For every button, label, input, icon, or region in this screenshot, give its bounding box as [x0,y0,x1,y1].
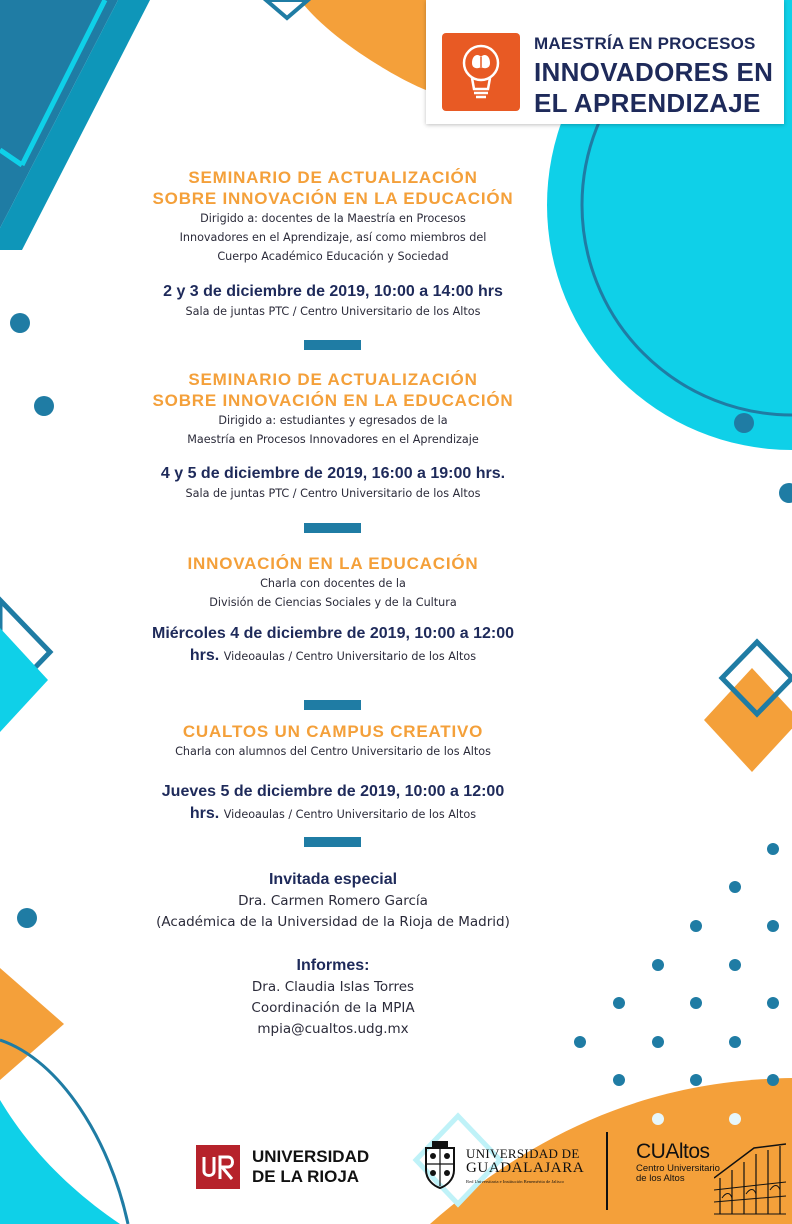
udg-name [466,1146,584,1176]
info-label: Informes: [296,957,370,974]
event-description: Cuerpo Académico Educación y Sociedad [217,250,449,263]
top-diamond-outline [266,0,308,18]
program-title-line3: EL APRENDIZAJE [534,88,761,118]
section-divider [304,700,361,710]
event-date: Miércoles 4 de diciembre de 2019, 10:00 a 12:00 [152,625,514,642]
contact-email[interactable]: mpia@cualtos.udg.mx [257,1021,409,1037]
event-place: Videoaulas / Centro Universitario de los Altos [223,650,477,663]
event-date: 2 y 3 de diciembre de 2019, 10:00 a 14:00 hrs [163,283,503,300]
event-place: Sala de juntas PTC / Centro Universitario de los Altos [185,305,481,318]
event-description: Charla con alumnos del Centro Universitario de los Altos [175,745,491,758]
contact-info [116,955,550,1040]
right-orange-diamond [704,668,792,772]
rioja-line2: DE LA RIOJA [252,1167,360,1186]
cualtos-sub-line1: Centro Universitario [636,1163,720,1174]
event-date-continued [116,803,550,826]
rioja-line1: UNIVERSIDAD [252,1147,370,1166]
event-description: División de Ciencias Sociales y de la Cultura [209,596,457,609]
event-date-suffix: hrs. [189,647,220,664]
event-3 [116,553,550,668]
udg-line1: UNIVERSIDAD DE [466,1146,580,1161]
event-description: Dirigido a: docentes de la Maestría en Procesos [200,212,466,225]
rioja-name [252,1147,369,1187]
contact-name: Dra. Claudia Islas Torres [251,979,415,995]
guest-label: Invitada especial [268,871,398,888]
event-date: Jueves 5 de diciembre de 2019, 10:00 a 12:00 [161,783,505,800]
campus-building-icon [714,1138,786,1218]
event-1 [116,167,550,320]
event-place: Sala de juntas PTC / Centro Universitario de los Altos [185,487,481,500]
event-title: CUALTOS UN CAMPUS CREATIVO [182,722,484,741]
event-place: Videoaulas / Centro Universitario de los Altos [223,808,477,821]
program-title-line2: INNOVADORES EN [534,57,774,87]
special-guest [116,869,550,933]
logo-separator [606,1132,608,1210]
udg-subtitle: Red Universitaria e Institución Benemérita de Jalisco [466,1179,564,1184]
dot [10,313,30,333]
cualtos-sub-line2: de los Altos [636,1173,685,1184]
left-orange-diamond [0,968,64,1080]
top-orange-arc [300,0,426,90]
cualtos-subtitle [636,1164,720,1184]
event-date: 4 y 5 de diciembre de 2019, 16:00 a 19:00 hrs. [160,465,506,482]
event-title: INNOVACIÓN EN LA EDUCACIÓN [187,554,479,573]
dot [779,483,792,503]
event-description: Dirigido a: estudiantes y egresados de la [218,414,448,427]
event-description: Innovadores en el Aprendizaje, así como miembros del [179,231,487,244]
event-description: Maestría en Procesos Innovadores en el Aprendizaje [187,433,479,446]
udg-line2: GUADALAJARA [466,1160,585,1176]
section-divider [304,340,361,350]
program-header [426,0,784,124]
universidad-de-guadalajara-logo [420,1136,600,1194]
event-2 [116,369,550,502]
event-4 [116,721,550,826]
contact-role: Coordinación de la MPIA [251,1000,415,1016]
cualtos-logo [606,1128,786,1220]
dot [734,413,754,433]
cualtos-name: CUAltos [636,1140,710,1163]
event-title: SEMINARIO DE ACTUALIZACIÓN [188,168,478,187]
section-divider [304,837,361,847]
event-date-suffix: hrs. [189,805,220,822]
universidad-de-la-rioja-logo [196,1144,406,1190]
rioja-mark-icon [196,1145,240,1189]
event-title: SOBRE INNOVACIÓN EN LA EDUCACIÓN [152,189,514,208]
program-title-line1: MAESTRÍA EN PROCESOS [534,34,756,53]
guest-affiliation: (Académica de la Universidad de la Rioja de Madrid) [156,914,510,930]
event-description: Charla con docentes de la [260,577,406,590]
dot [34,396,54,416]
event-title: SEMINARIO DE ACTUALIZACIÓN [188,370,478,389]
event-title: SOBRE INNOVACIÓN EN LA EDUCACIÓN [152,391,514,410]
guest-name: Dra. Carmen Romero García [238,893,428,909]
lightbulb-brain-icon [442,33,520,111]
event-date-continued [116,645,550,668]
dot-grid [574,843,779,1086]
udg-shield-icon [422,1140,458,1190]
bottom-left-cyan-shape [0,1100,120,1224]
dot [17,908,37,928]
section-divider [304,523,361,533]
